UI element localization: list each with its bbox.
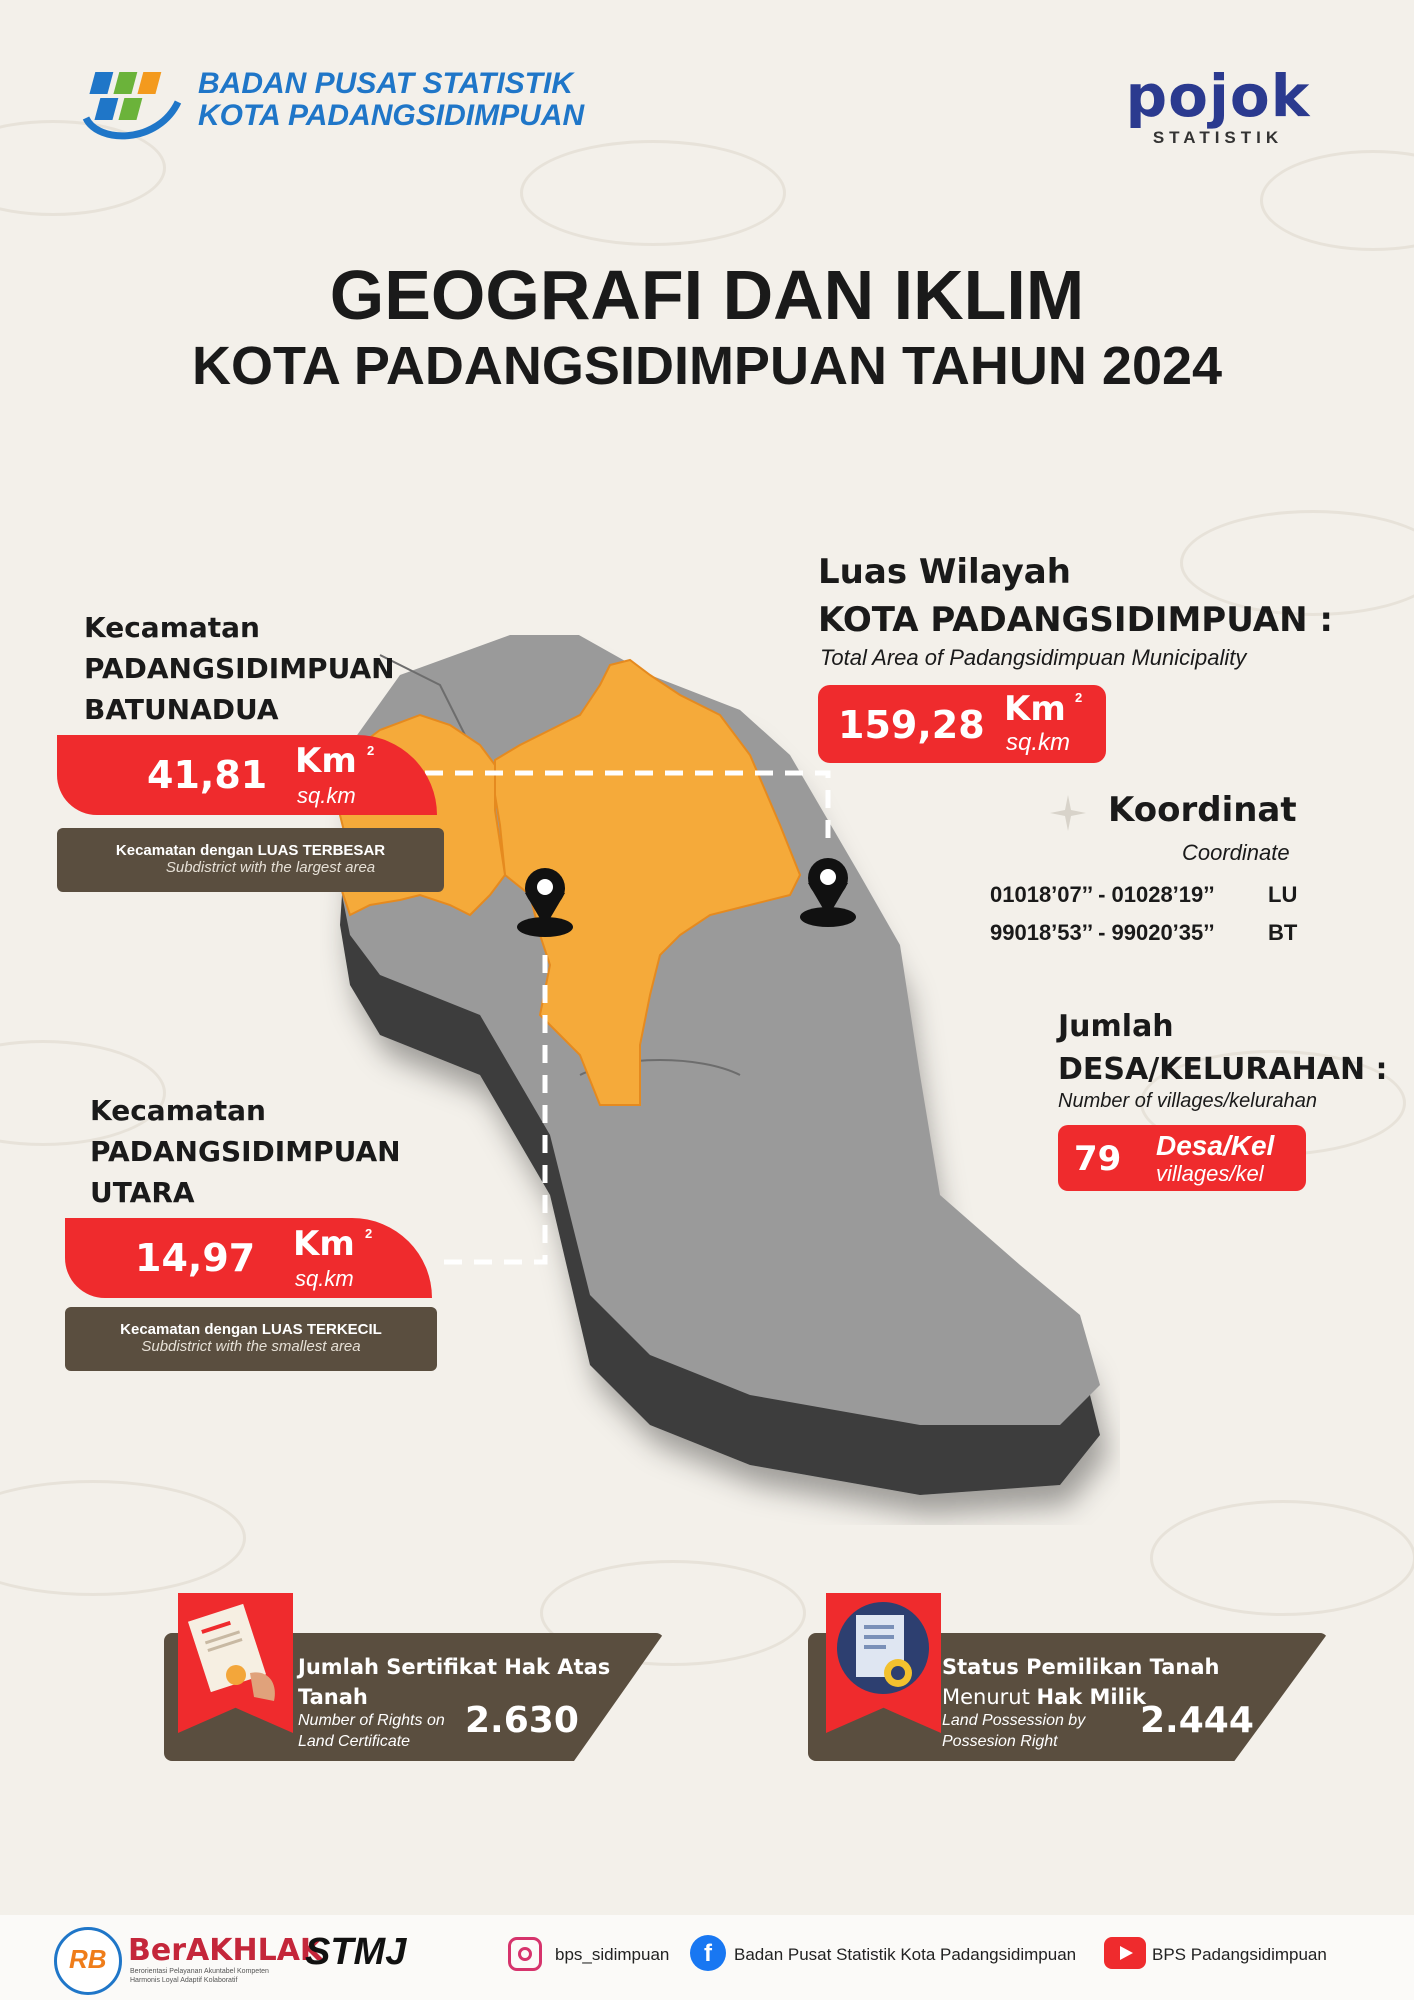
pojok-logo-word: pojok [1125,62,1311,130]
total-area-unit-sup: 2 [1075,690,1083,705]
compass-icon [1048,793,1088,833]
villages-badge [1058,1125,1306,1191]
latitude-direction: LU [1268,882,1298,907]
footer [0,1915,1414,2000]
youtube-icon[interactable] [1104,1937,1146,1969]
ownership-label-en-line2: Possesion Right [942,1733,1058,1750]
certificate-icon [178,1593,293,1713]
certificate-value: 2.630 [465,1700,579,1741]
background-cloud [1260,150,1414,251]
smallest-label-line1: Kecamatan [90,1094,266,1127]
ownership-label-line1: Status Pemilikan Tanah [942,1655,1220,1679]
berakhlak-logo: BerAKHLAK [128,1933,324,1968]
total-area-label-en: Total Area of Padangsidimpuan Municipality [820,645,1247,670]
facebook-icon[interactable]: f [690,1935,726,1971]
instagram-icon[interactable] [508,1937,542,1971]
ownership-label-line2a: Menurut [942,1685,1037,1709]
largest-area-badge [57,735,437,815]
ownership-value: 2.444 [1140,1700,1254,1741]
total-area-unit-en: sq.km [1006,729,1071,756]
longitude-range: 99018’53’’ - 99020’35’’ [990,920,1215,945]
smallest-area-unit: Km [293,1224,355,1264]
ownership-label-line2b: Hak Milik [1036,1685,1146,1709]
berakhlak-tagline-line2: Harmonis Loyal Adaptif Kolaboratif [130,1977,238,1984]
smallest-note: Kecamatan dengan LUAS TERKECIL [120,1321,382,1338]
pojok-statistik-logo [1108,62,1328,148]
total-area-label-line1: Luas Wilayah [818,552,1071,592]
longitude-direction: BT [1268,920,1298,945]
villages-value: 79 [1074,1139,1122,1179]
largest-area-unit: Km [295,741,357,781]
total-area-value: 159,28 [838,703,985,747]
villages-label-en: Number of villages/kelurahan [1058,1090,1318,1112]
ownership-document-icon [826,1593,941,1713]
smallest-area-value: 14,97 [135,1236,256,1280]
page-title: GEOGRAFI DAN IKLIM [329,256,1085,334]
stmj-logo: STMJ [305,1931,407,1973]
smallest-label-line3: UTARA [90,1176,195,1209]
bps-logo [78,62,183,144]
certificate-label-en-line2: Land Certificate [298,1733,411,1750]
latitude-range: 01018’07’’ - 01028’19’’ [990,882,1215,907]
villages-label [1058,1005,1388,1091]
largest-district-label [84,607,395,730]
villages-label-line2: DESA/KELURAHAN : [1058,1052,1388,1087]
organization-name [198,68,584,132]
smallest-area-unit-en: sq.km [295,1266,354,1291]
smallest-note-box [65,1307,437,1371]
total-area-badge [818,685,1106,763]
organization-name-line2: KOTA PADANGSIDIMPUAN [198,99,585,132]
reformasi-birokrasi-logo [54,1927,122,1995]
certificate-label-en [298,1710,445,1752]
coordinate-longitude [990,920,1298,946]
total-area-unit: Km [1004,689,1066,729]
total-area-label [818,548,1333,644]
largest-note-box [57,828,444,892]
ownership-label-en-line1: Land Possession by [942,1712,1086,1729]
page-subtitle: KOTA PADANGSIDIMPUAN TAHUN 2024 [191,336,1223,396]
largest-label-line3: BATUNADUA [84,693,279,726]
smallest-label-line2: PADANGSIDIMPUAN [90,1135,401,1168]
largest-label-line1: Kecamatan [84,611,260,644]
largest-note: Kecamatan dengan LUAS TERBESAR [115,842,386,859]
certificate-label-line2: Tanah [298,1685,368,1709]
smallest-note-en: Subdistrict with the smallest area [141,1338,361,1355]
coordinate-label: Koordinat [1108,790,1297,830]
background-cloud [1150,1500,1414,1616]
largest-area-value: 41,81 [147,753,268,797]
largest-note-en: Subdistrict with the largest area [165,859,376,876]
largest-area-unit-sup: 2 [367,743,375,758]
background-cloud [0,1480,246,1596]
certificate-label-en-line1: Number of Rights on [298,1712,445,1729]
berakhlak-tagline [130,1967,269,1985]
facebook-link[interactable]: Badan Pusat Statistik Kota Padangsidimpuan [734,1945,1077,1964]
city-map [320,635,1120,1525]
berakhlak-tagline-line1: Berorientasi Pelayanan Akuntabel Kompeten [130,1968,269,1975]
ownership-label-en [942,1710,1085,1752]
background-cloud [520,140,786,246]
instagram-link[interactable]: bps_sidimpuan [555,1945,670,1964]
pojok-logo-sub: STATISTIK [1152,128,1284,147]
total-area-label-line2: KOTA PADANGSIDIMPUAN : [818,600,1333,640]
rb-logo-text: RB [69,1944,107,1974]
villages-unit: Desa/Kel [1156,1130,1275,1161]
certificate-label-line1: Jumlah Sertifikat Hak Atas [298,1655,611,1679]
organization-name-line1: BADAN PUSAT STATISTIK [198,67,573,100]
bps-logo-icon [78,62,183,144]
villages-unit-en: villages/kel [1156,1161,1264,1186]
largest-label-line2: PADANGSIDIMPUAN [84,652,395,685]
smallest-area-unit-sup: 2 [365,1226,373,1241]
largest-area-unit-en: sq.km [297,783,356,808]
villages-label-line1: Jumlah [1058,1009,1174,1044]
coordinate-label-en: Coordinate [1182,840,1290,865]
coordinate-latitude [990,882,1298,908]
smallest-area-badge [65,1218,432,1298]
youtube-link[interactable]: BPS Padangsidimpuan [1152,1945,1327,1964]
smallest-district-label [90,1090,401,1213]
